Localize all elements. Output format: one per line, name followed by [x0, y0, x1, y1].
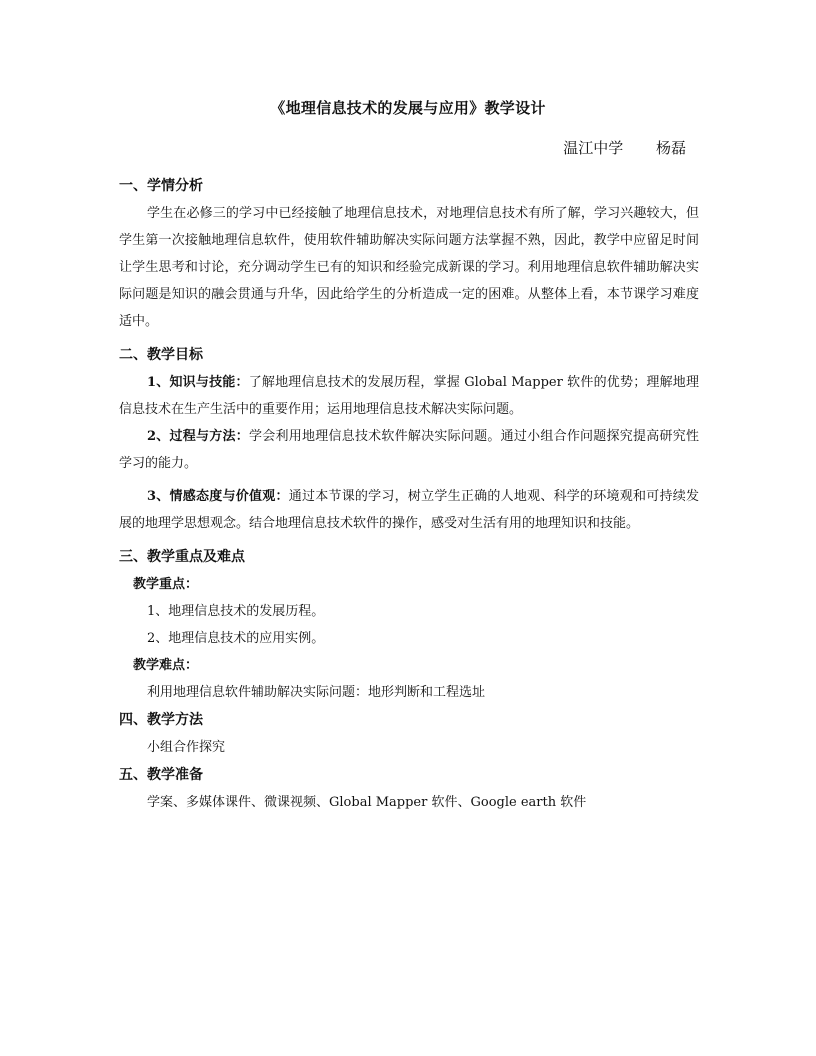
- goal-attitude: [119, 483, 699, 537]
- learning-analysis-paragraph: 学生在必修三的学习中已经接触了地理信息技术，对地理信息技术有所了解，学习兴趣较大，但学生第一次接触地理信息软件，使用软件辅助解决实际问题方法掌握不熟，因此，教学中应留足时间让学生思考和讨论，充分调动学生已有的知识和经验完成新课的学习。利用地理信息软件辅助解决实际问题是知识的融会贯通与升华，因此给学生的分析造成一定的困难。从整体上看，本节课学习难度适中。: [119, 206, 699, 329]
- goal-knowledge: [119, 369, 699, 423]
- goal-process-text: 学会利用地理信息技术软件解决实际问题。通过小组合作问题探究提高研究性学习的能力。: [119, 429, 699, 471]
- section-heading-key-points: 三、教学重点及难点: [119, 549, 245, 565]
- goal-attitude-text: 通过本节课的学习，树立学生正确的人地观、科学的环境观和可持续发展的地理学思想观念。结合地理信息技术软件的操作，感受对生活有用的地理知识和技能。: [119, 489, 699, 531]
- section-heading-methods: 四、教学方法: [119, 712, 203, 728]
- difficulty-item: 利用地理信息软件辅助解决实际问题：地形判断和工程选址: [147, 685, 486, 700]
- goal-knowledge-text: 了解地理信息技术的发展历程，掌握 Global Mapper 软件的优势；理解地理信息技术在生产生活中的重要作用；运用地理信息技术解决实际问题。: [119, 375, 700, 417]
- preparation-text: 学案、多媒体课件、微课视频、Global Mapper 软件、Google earth 软件: [147, 795, 587, 810]
- author-line: [563, 137, 686, 158]
- author-name: 杨磊: [655, 139, 686, 157]
- document-body: [119, 172, 699, 816]
- goal-process: [119, 423, 699, 477]
- section-heading-goals: 二、教学目标: [119, 347, 203, 363]
- methods-text: 小组合作探究: [147, 740, 226, 755]
- section-heading-preparation: 五、教学准备: [119, 767, 203, 783]
- key-points-label: 教学重点：: [133, 577, 199, 592]
- key-point-item: 1、地理信息技术的发展历程。: [147, 604, 325, 619]
- key-point-item: 2、地理信息技术的应用实例。: [147, 631, 325, 646]
- document-title: 《地理信息技术的发展与应用》教学设计: [270, 99, 546, 117]
- goal-attitude-label: 3、情感态度与价值观：: [147, 489, 289, 504]
- goal-process-label: 2、过程与方法：: [147, 429, 249, 444]
- difficulty-label: 教学难点：: [133, 658, 199, 673]
- section-heading-learning-analysis: 一、学情分析: [119, 178, 203, 194]
- school-name: 温江中学: [563, 139, 624, 157]
- goal-knowledge-label: 1、知识与技能：: [147, 375, 249, 390]
